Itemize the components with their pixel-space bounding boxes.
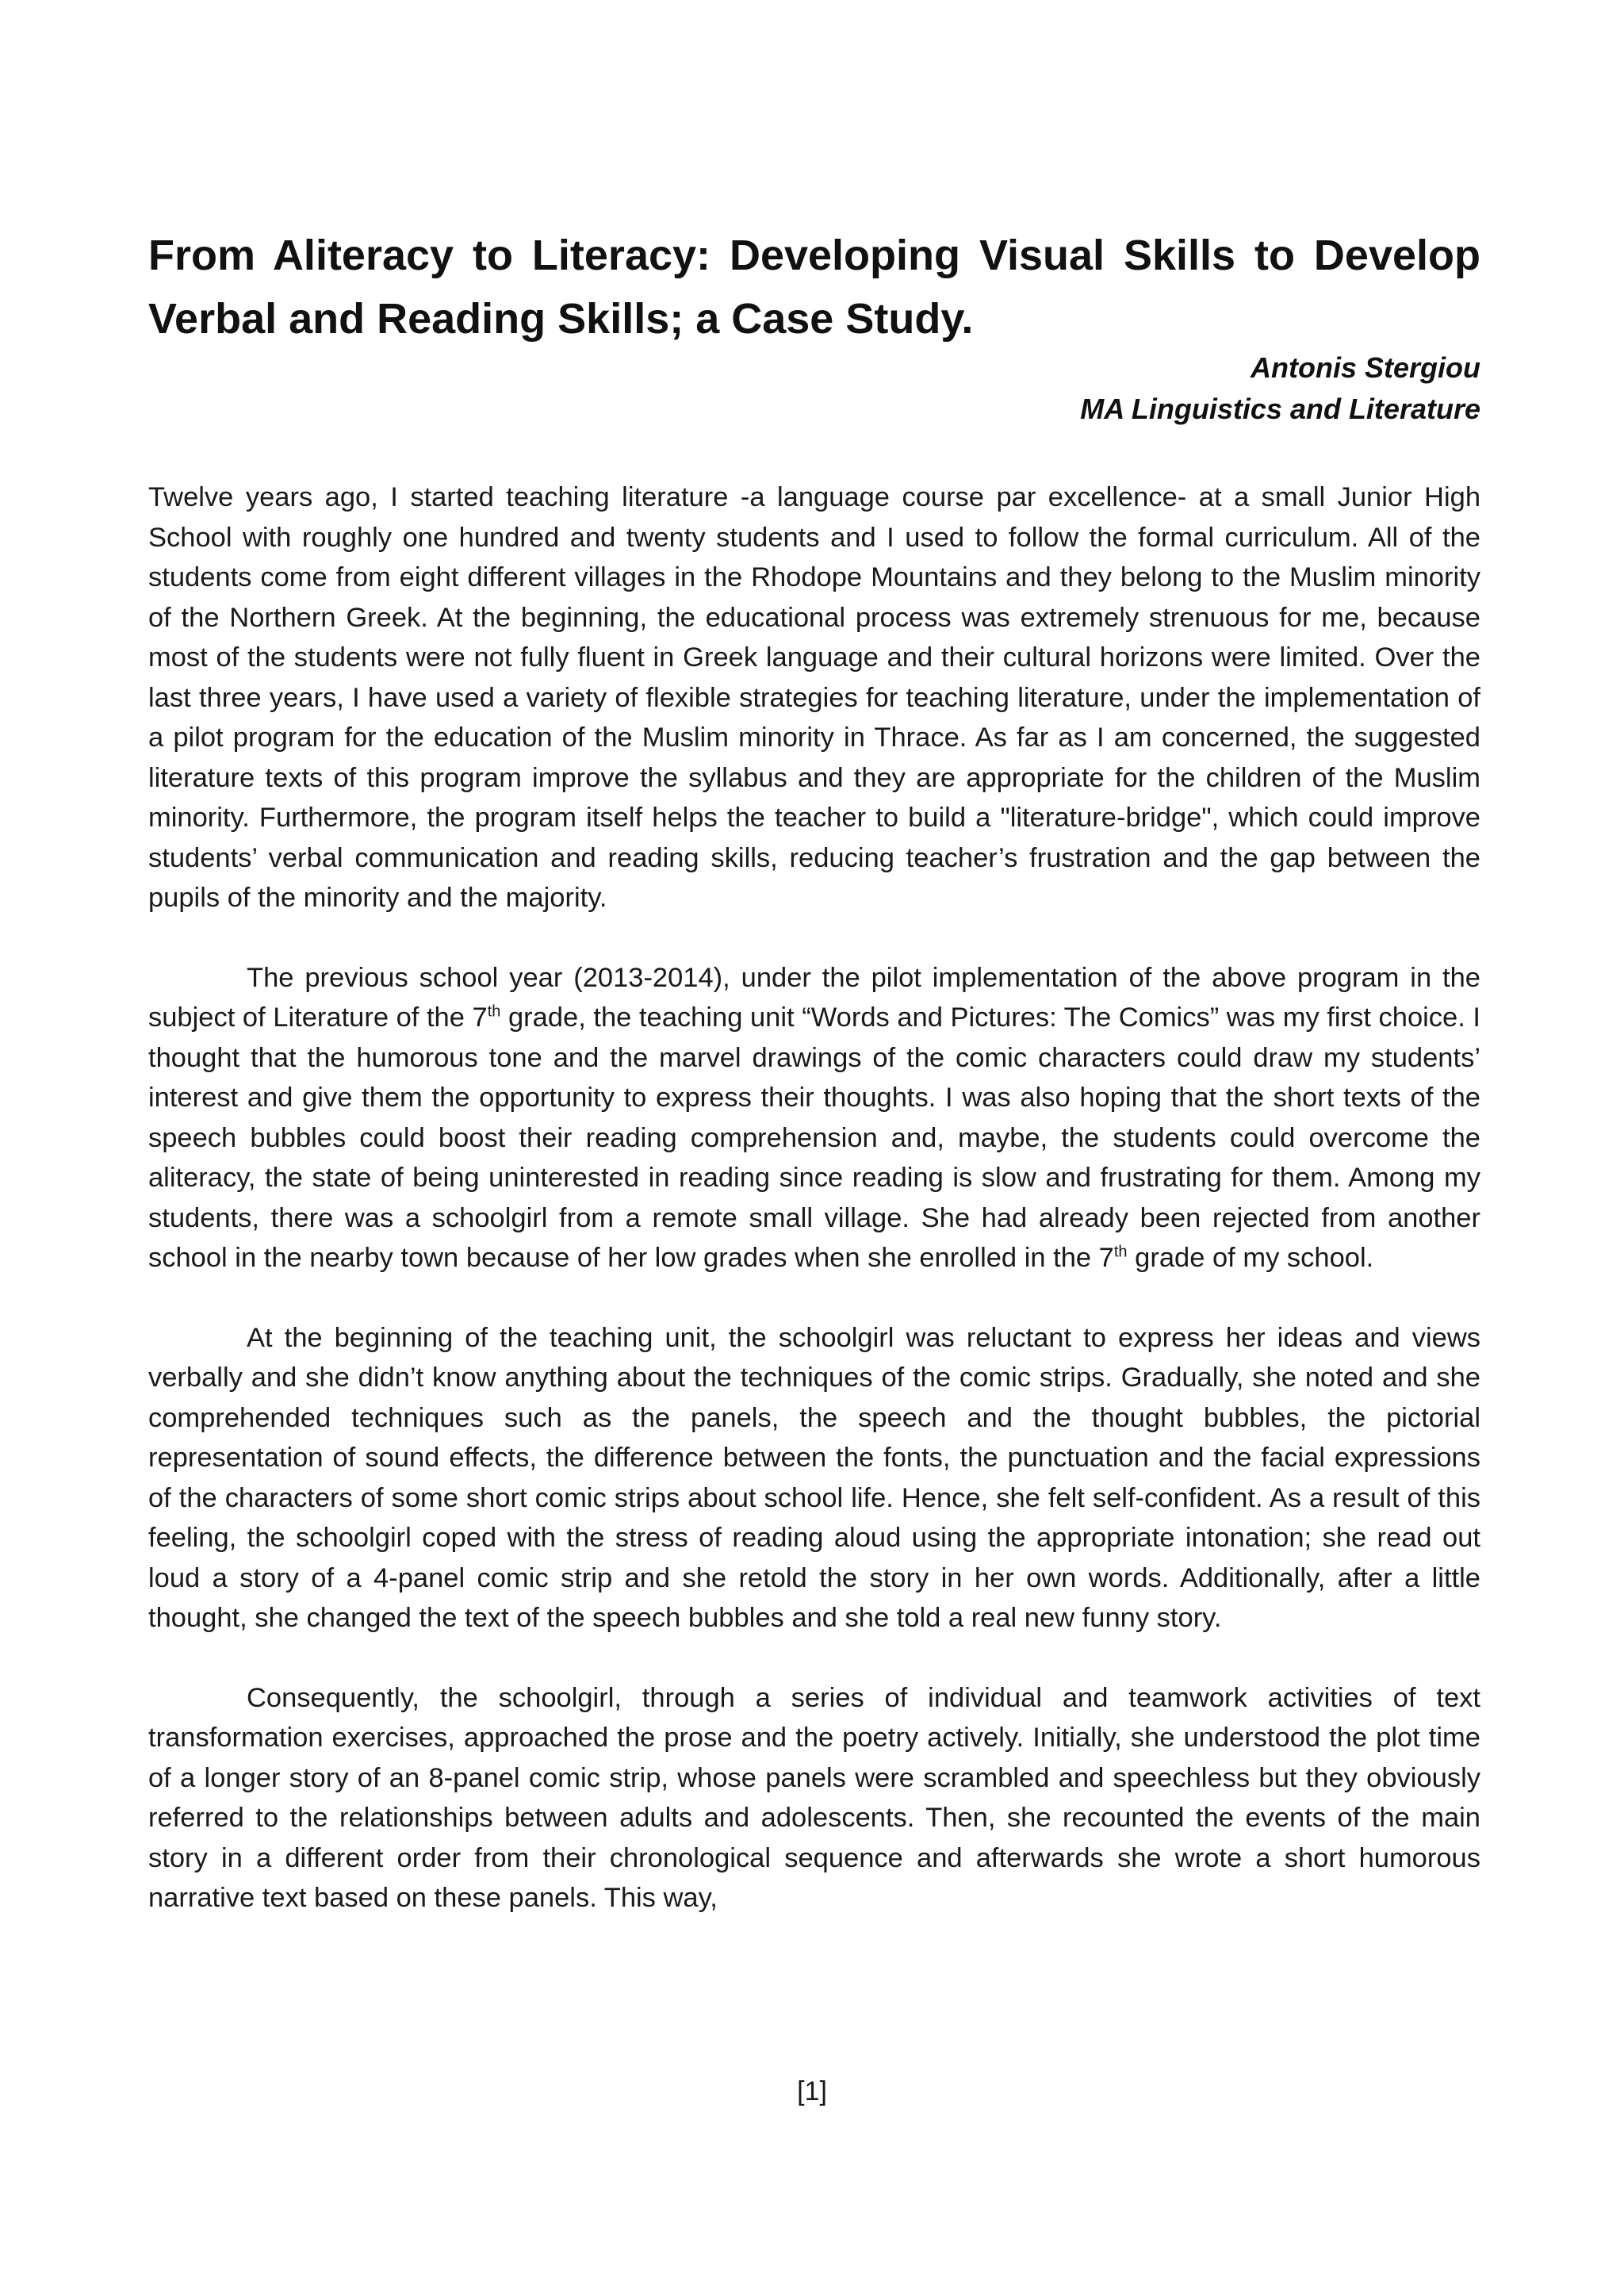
paragraph-3: At the beginning of the teaching unit, the schoolgirl was reluctant to express her ideas and views verbally and she didn’t know anything about the techniques of the comic strips. Gradually, she noted and she comprehended techniques such as the panels, the speech and the thought bubbles, the pictorial representation of sound effects, the difference between the fonts, the punctuation and the facial expressions of the characters of some short comic strips about school life. Hence, she felt self-confident. As a result of this feeling, the schoolgirl coped with the stress of reading aloud using the appropriate intonation; she read out loud a story of a 4-panel comic strip and she retold the story in her own words. Additionally, after a little thought, she changed the text of the speech bubbles and she told a real new funny story. xyxy=(148,1322,1480,1633)
superscript-th-2: th xyxy=(1113,1243,1128,1261)
paragraph-2-part-1: The previous school year (2013-2014), under the pilot implementation of the above program in the subject of Literature of the 7 xyxy=(148,962,1480,1033)
paragraph-1: Twelve years ago, I started teaching literature -a language course par excellence- at a small Junior High School with roughly one hundred and twenty students and I used to follow the formal curriculum. All of the students come from eight different villages in the Rhodope Mountains and they belong to the Muslim minority of the Northern Greek. At the beginning, the educational process was extremely strenuous for me, because most of the students were not fully fluent in Greek language and their cultural horizons were limited. Over the last three years, I have used a variety of flexible strategies for teaching literature, under the implementation of a pilot program for the education of the Muslim minority in Thrace. As far as I am concerned, the suggested literature texts of this program improve the syllabus and they are appropriate for the children of the Muslim minority. Furthermore, the program itself helps the teacher to build a "literature-bridge", which could improve students’ verbal communication and reading skills, reducing teacher’s frustration and the gap between the pupils of the minority and the majority. xyxy=(148,482,1480,913)
page-number: [1] xyxy=(797,2076,827,2106)
paragraph-2-part-3: grade of my school. xyxy=(1127,1243,1374,1273)
superscript-th-1: th xyxy=(487,1002,501,1021)
paper-title: From Aliteracy to Literacy: Developing Visual Skills to Develop Verbal and Reading Skills; a Case Study. xyxy=(148,232,1480,343)
author-block xyxy=(1080,347,1480,430)
paragraph-2-part-2: grade, the teaching unit “Words and Pictures: The Comics” was my first choice. I thought that the humorous tone and the marvel drawings of the comic characters could draw my students’ interest and give them the opportunity to express their thoughts. I was also hoping that the short texts of the speech bubbles could boost their reading comprehension and, maybe, the students could overcome the aliteracy, the state of being uninterested in reading since reading is slow and frustrating for them. Among my students, there was a schoolgirl from a remote small village. She had already been rejected from another school in the nearby town because of her low grades when she enrolled in the 7 xyxy=(148,1002,1480,1273)
paragraph-2 xyxy=(148,958,1480,1278)
paragraph-4: Consequently, the schoolgirl, through a series of individual and teamwork activities of text transformation exercises, approached the prose and the poetry actively. Initially, she understood the plot time of a longer story of an 8-panel comic strip, whose panels were scrambled and speechless but they obviously referred to the relationships between adults and adolescents. Then, she recounted the events of the main story in a different order from their chronological sequence and afterwards she wrote a short humorous narrative text based on these panels. This way, xyxy=(148,1682,1480,1913)
body-text xyxy=(148,477,1480,1958)
author-credentials: MA Linguistics and Literature xyxy=(1080,393,1480,425)
author-name: Antonis Stergiou xyxy=(1251,351,1480,384)
